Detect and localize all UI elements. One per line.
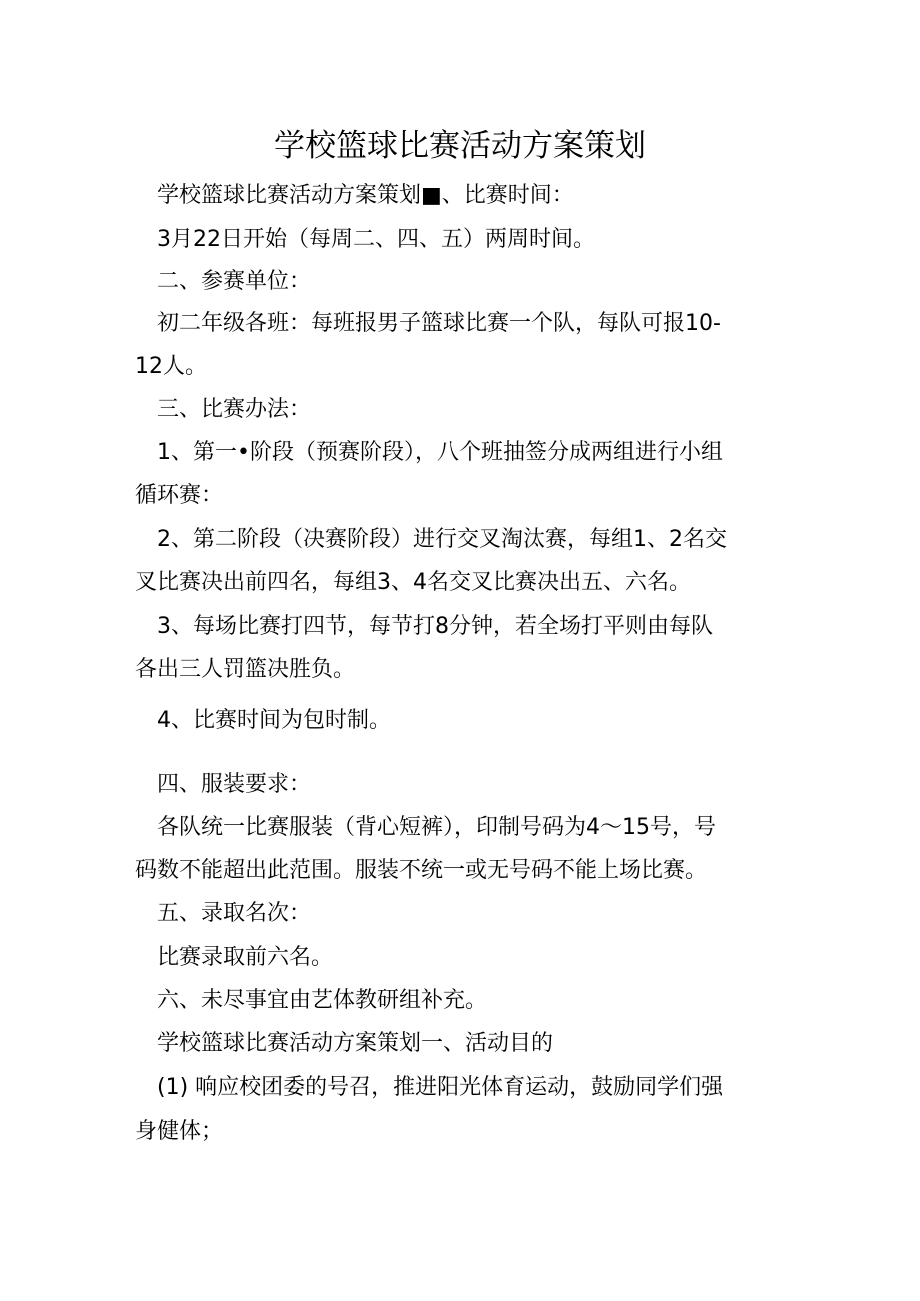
text-line-1: 学校篮球比赛活动方案策划■、比赛时间： xyxy=(135,183,574,208)
text-line-6: 三、比赛办法： xyxy=(135,397,312,422)
text-line-8: 循环赛： xyxy=(135,483,224,508)
text-line-14: 四、服装要求： xyxy=(135,772,312,797)
text-line-7: 1、第一•阶段（预赛阶段），八个班抽签分成两组进行小组 xyxy=(135,440,723,465)
text-line-9: 2、第二阶段（决赛阶段）进行交叉淘汰赛，每组1、2名交 xyxy=(135,527,727,552)
text-line-15: 各队统一比赛服装（背心短裤），印制号码为4～15号，号 xyxy=(135,815,716,840)
text-line-16: 码数不能超出此范围。服装不统一或无号码不能上场比赛。 xyxy=(135,858,708,883)
text-line-22: 身健体； xyxy=(135,1119,224,1144)
text-line-17: 五、录取名次： xyxy=(135,901,312,926)
text-line-13: 4、比赛时间为包时制。 xyxy=(135,708,391,733)
text-line-5: 12人。 xyxy=(135,354,207,379)
text-line-2: 3月22日开始（每周二、四、五）两周时间。 xyxy=(135,227,595,252)
text-line-19: 六、未尽事宜由艺体教研组补充。 xyxy=(135,988,488,1013)
text-line-18: 比赛录取前六名。 xyxy=(135,945,334,970)
text-line-12: 各出三人罚篮决胜负。 xyxy=(135,657,356,682)
document-title: 学校篮球比赛活动方案策划 xyxy=(274,128,646,164)
text-line-21: (1) 响应校团委的号召，推进阳光体育运动，鼓励同学们强 xyxy=(135,1075,724,1100)
text-line-11: 3、每场比赛打四节，每节打8分钟，若全场打平则由每队 xyxy=(135,614,713,639)
text-line-10: 叉比赛决出前四名，每组3、4名交叉比赛决出五、六名。 xyxy=(135,570,691,595)
text-line-4: 初二年级各班：每班报男子篮球比赛一个队，每队可报10- xyxy=(135,311,721,336)
text-line-20: 学校篮球比赛活动方案策划一、活动目的 xyxy=(135,1031,554,1056)
text-line-3: 二、参赛单位： xyxy=(135,269,312,294)
